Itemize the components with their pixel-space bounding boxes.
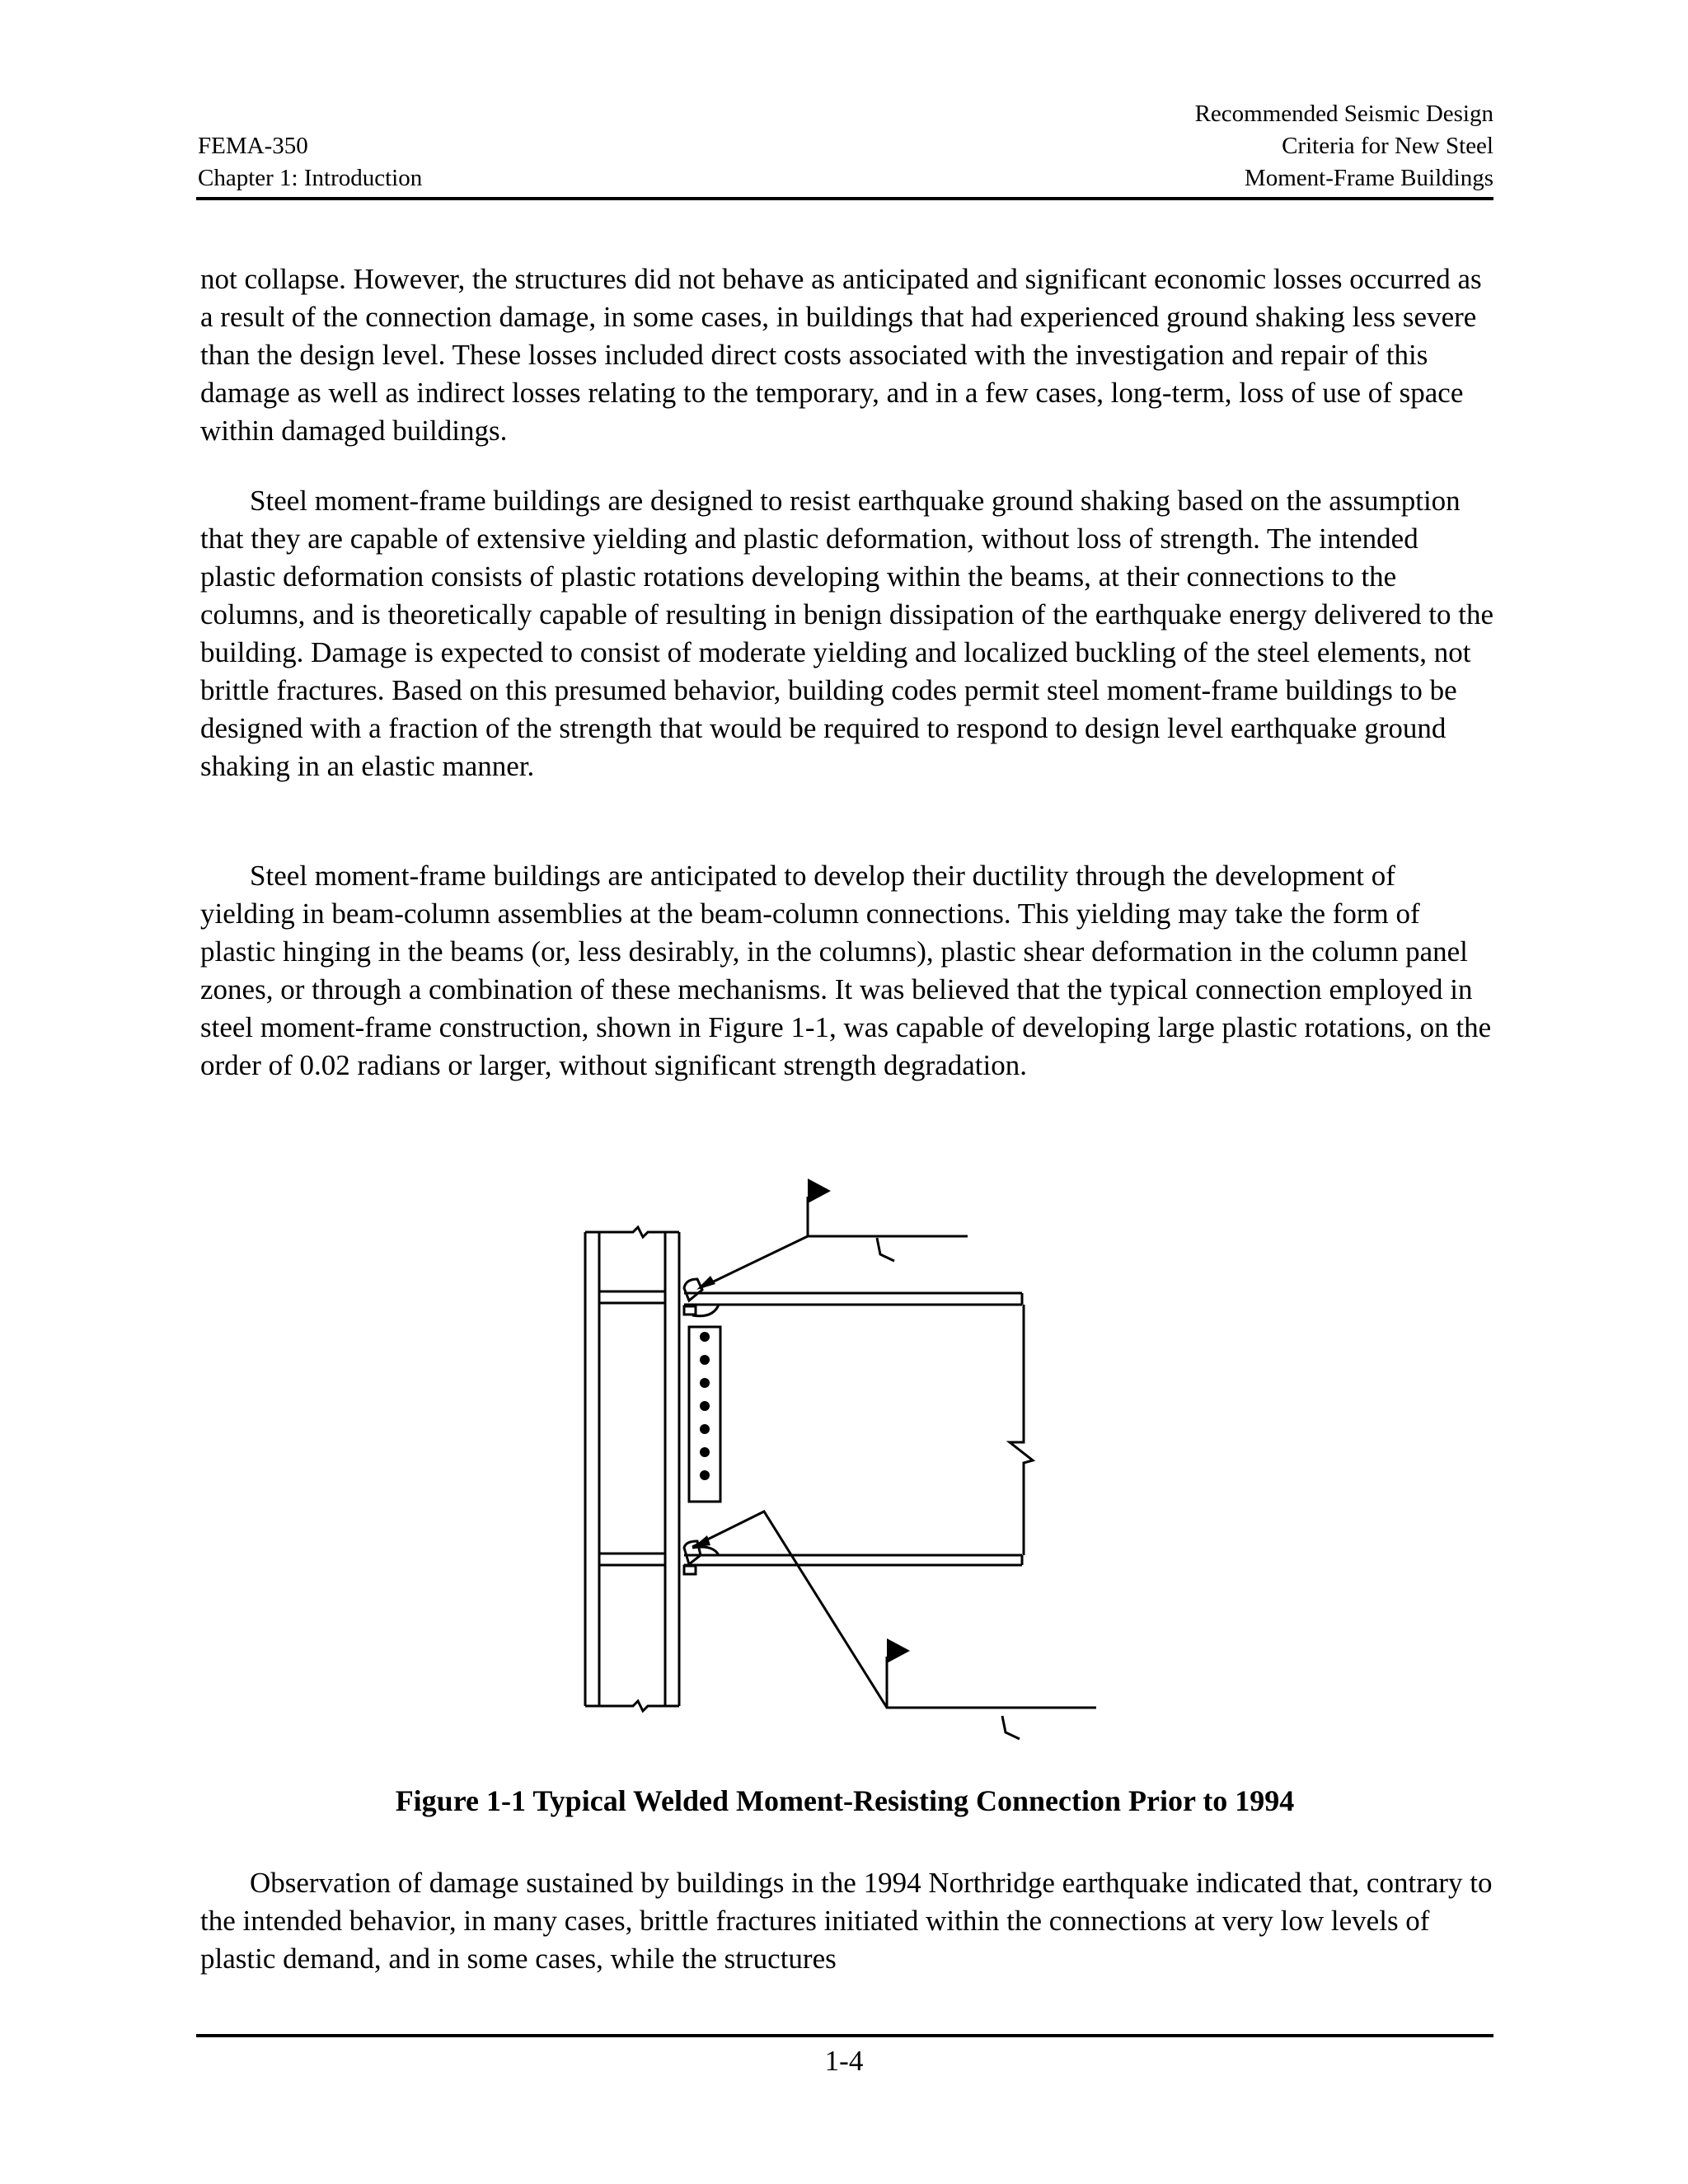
bolt [700,1424,710,1434]
continuity-plate-top [599,1291,665,1303]
weld-symbol-bottom-groove [1002,1716,1020,1739]
paragraph-4: Observation of damage sustained by buildings in the 1994 Northridge earthquake indicated that, contrary to the intended behavior, in many cases, brittle fractures initiated within the connections at very low levels of plastic demand, and in some cases, while the structures [200,1867,1493,1975]
page-number: 1-4 [824,2045,864,2077]
weld-symbol-top-reference [808,1197,968,1236]
doc-title-line1: Recommended Seismic Design [1194,101,1493,127]
backing-bar-bottom [684,1566,696,1574]
paragraph-3: Steel moment-frame buildings are anticipated to develop their ductility through the development of yielding in beam-column assemblies at the beam-column connections. This yielding may take the form of plastic hinging in the beams (or, less desirably, in the columns), plastic shear deformation in the column panel zones, or through a combination of these mechanisms. It was believed that the typical connection employed in steel moment-frame construction, shown in Figure 1-1, was capable of developing large plastic rotations, on the order of 0.02 radians or larger, without significant strength degradation. [200,860,1492,1081]
weld-symbol-top-groove [877,1238,894,1261]
connection-diagram [569,1154,1113,1805]
header-left [198,130,422,194]
connection-figure [569,1154,1113,1805]
header-right [1195,98,1493,194]
beam-break [1010,1305,1033,1555]
bolt [700,1332,710,1342]
bolt [700,1447,710,1457]
flag-icon-top [808,1179,831,1203]
paragraph-1: not collapse. However, the structures did not behave as anticipated and significant economic losses occurred as a result of the connection damage, in some cases, in buildings that had experienced ground shaking less severe than the design level. These losses included direct costs associated with the investigation and repair of this damage as well as indirect losses relating to the temporary, and in a few cases, long-term, loss of use of space within damaged buildings. [200,263,1482,447]
doc-title-line3: Moment-Frame Buildings [1244,165,1493,191]
footer-rule [196,2034,1493,2037]
weld-top [684,1279,702,1301]
bolt [700,1355,710,1365]
doc-title-line2: Criteria for New Steel [1282,133,1493,159]
header-rule [196,197,1493,200]
continuity-plate-bottom [599,1554,665,1565]
doc-id: FEMA-350 [198,133,308,159]
bolt [700,1378,710,1388]
chapter-label: Chapter 1: Introduction [198,165,423,191]
leader-top [700,1236,808,1288]
leader-bottom [692,1511,1096,1708]
figure-caption: Figure 1-1 Typical Welded Moment-Resisting Connection Prior to 1994 [395,1784,1295,1817]
bolt [700,1401,710,1411]
backing-bar-top [684,1306,696,1315]
flag-icon-bottom [887,1638,910,1663]
bolt [700,1470,710,1480]
paragraph-2: Steel moment-frame buildings are designed to resist earthquake ground shaking based on the assumption that they are capable of extensive yielding and plastic deformation, without loss of strength. The intended plastic deformation consists of plastic rotations developing within the beams, at their connections to the columns, and is theoretically capable of resulting in benign dissipation of the earthquake energy delivered to the building. Damage is expected to consist of moderate yielding and localized buckling of the steel elements, not brittle fractures. Based on this presumed behavior, building codes permit steel moment-frame buildings to be designed with a fraction of the strength that would be required to respond to design level earthquake ground shaking in an elastic manner. [200,485,1494,782]
